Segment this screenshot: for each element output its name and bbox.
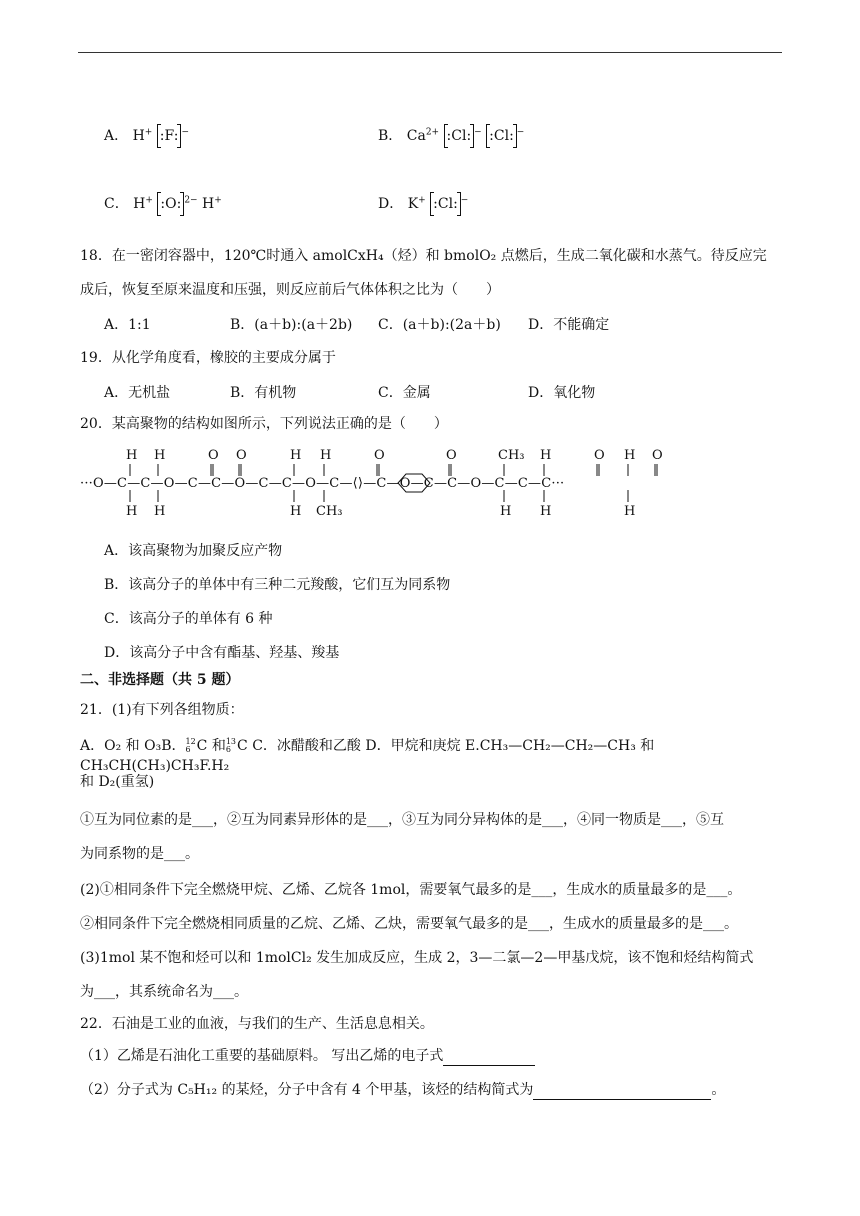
q19-option-d[interactable]: D．氧化物 xyxy=(528,385,596,401)
anion-bracket: :Cl: xyxy=(430,192,461,216)
isotope-notation: 13 6 xyxy=(225,737,237,754)
q22-part1: （1）乙烯是石油化工重要的基础原料。 写出乙烯的电子式 xyxy=(80,1046,785,1066)
atom: O xyxy=(446,448,457,463)
isotope-notation: 12 6 xyxy=(185,737,196,754)
q17-option-b[interactable]: B． $Ca^{2+}$ :Cl: − :Cl: − xyxy=(378,124,524,148)
q17-option-a[interactable]: A． H+ :F: − xyxy=(104,124,189,148)
atom: H xyxy=(540,504,552,519)
q21-line8: (3)1mol 某不饱和烃可以和 1molCl₂ 发生加成反应，生成 2，3—二氯—2—甲基戊烷，该不饱和烃结构简式 xyxy=(80,950,754,966)
atom: H xyxy=(540,448,552,463)
q20-option-b[interactable]: B．该高分子的单体中有三种二元羧酸，它们互为同系物 xyxy=(104,577,451,593)
atom: CH₃ xyxy=(316,504,343,519)
answer-blank[interactable] xyxy=(533,1085,711,1100)
atom: CH₃ xyxy=(498,448,525,463)
q19-option-c[interactable]: C．金属 xyxy=(378,385,431,401)
anion-bracket: :F: xyxy=(157,124,182,148)
anion-bracket: :Cl: xyxy=(444,124,475,148)
q21-line4: ①互为同位素的是___，②互为同素异形体的是___，③互为同分异构体的是___，④同一物质是___，⑤互 xyxy=(80,812,724,828)
polymer-chain: ···O—C—C—O—C—C—O—C—C—O—C—⟨⟩—C—O—C—C—O—C—C—C··· xyxy=(80,476,565,491)
q17-option-c[interactable]: C． H+ :O: $^{2-}$ H+ xyxy=(104,192,222,216)
q18-option-c[interactable]: C．(a＋b):(2a＋b) xyxy=(378,317,501,333)
header-rule xyxy=(78,52,782,53)
q21-line6: (2)①相同条件下完全燃烧甲烷、乙烯、乙烷各 1mol，需要氧气最多的是___，生成水的质量最多的是___。 xyxy=(80,882,742,898)
anion-bracket: :O: xyxy=(157,192,184,216)
atom: H xyxy=(154,504,166,519)
atom: H xyxy=(290,504,302,519)
polymer-structure xyxy=(80,446,780,526)
atom: H xyxy=(320,448,332,463)
q17-option-d[interactable]: D． K+ :Cl: − xyxy=(378,192,468,216)
q18-stem-line1: 18．在一密闭容器中，120℃时通入 amolCxH₄（烃）和 bmolO₂ 点燃后，生成二氧化碳和水蒸气。待反应完 xyxy=(80,248,767,264)
q19-option-b[interactable]: B．有机物 xyxy=(230,385,297,401)
atom: H xyxy=(154,448,166,463)
q21-line9: 为___，其系统命名为___。 xyxy=(80,984,248,1000)
atom: H xyxy=(500,504,512,519)
atom: O xyxy=(374,448,385,463)
q21-line7: ②相同条件下完全燃烧相同质量的乙烷、乙烯、乙炔，需要氧气最多的是___，生成水的质量最多的是___。 xyxy=(80,916,738,932)
atom: H xyxy=(624,504,636,519)
section-heading: 二、非选择题（共 5 题） xyxy=(80,672,240,688)
atom: O xyxy=(652,448,663,463)
q21-line2: A．O₂ 和 O₃B． 12 6 C 和 13 6 C C．冰醋酸和乙酸 D．甲烷和庚烷 E.CH₃—CH₂—CH₂—CH₃ 和 CH₃CH(CH₃)CH₃F.H₂ xyxy=(80,737,655,774)
q19-option-a[interactable]: A．无机盐 xyxy=(104,385,171,401)
q20-option-d[interactable]: D．该高分子中含有酯基、羟基、羧基 xyxy=(104,645,340,661)
atom: O xyxy=(208,448,219,463)
atom: H xyxy=(126,504,138,519)
q21-line3: 和 D₂(重氢) xyxy=(80,774,155,790)
q22-part2: （2）分子式为 C₅H₁₂ 的某烃，分子中含有 4 个甲基，该烃的结构简式为 。 xyxy=(80,1082,726,1098)
q20-stem: 20．某高聚物的结构如图所示，下列说法正确的是（ ） xyxy=(80,416,448,432)
q22-stem: 22．石油是工业的血液，与我们的生产、生活息息相关。 xyxy=(80,1016,434,1032)
atom: H xyxy=(290,448,302,463)
q21-line1: 21．(1)有下列各组物质： xyxy=(80,702,244,718)
q19-stem: 19．从化学角度看，橡胶的主要成分属于 xyxy=(80,350,336,366)
q20-option-a[interactable]: A．该高聚物为加聚反应产物 xyxy=(104,543,283,559)
answer-blank[interactable] xyxy=(443,1051,535,1066)
q18-option-d[interactable]: D．不能确定 xyxy=(528,317,610,333)
atom: O xyxy=(236,448,247,463)
q18-option-b[interactable]: B．(a＋b):(a＋2b) xyxy=(230,317,353,333)
q21-line5: 为同系物的是___。 xyxy=(80,846,199,862)
atom: H xyxy=(126,448,138,463)
anion-bracket: :Cl: xyxy=(486,124,517,148)
atom: O xyxy=(594,448,605,463)
q20-option-c[interactable]: C．该高分子的单体有 6 种 xyxy=(104,611,273,627)
q18-stem-line2: 成后，恢复至原来温度和压强，则反应前后气体体积之比为（ ） xyxy=(80,282,500,298)
atom: H xyxy=(624,448,636,463)
q18-option-a[interactable]: A．1:1 xyxy=(104,317,151,333)
